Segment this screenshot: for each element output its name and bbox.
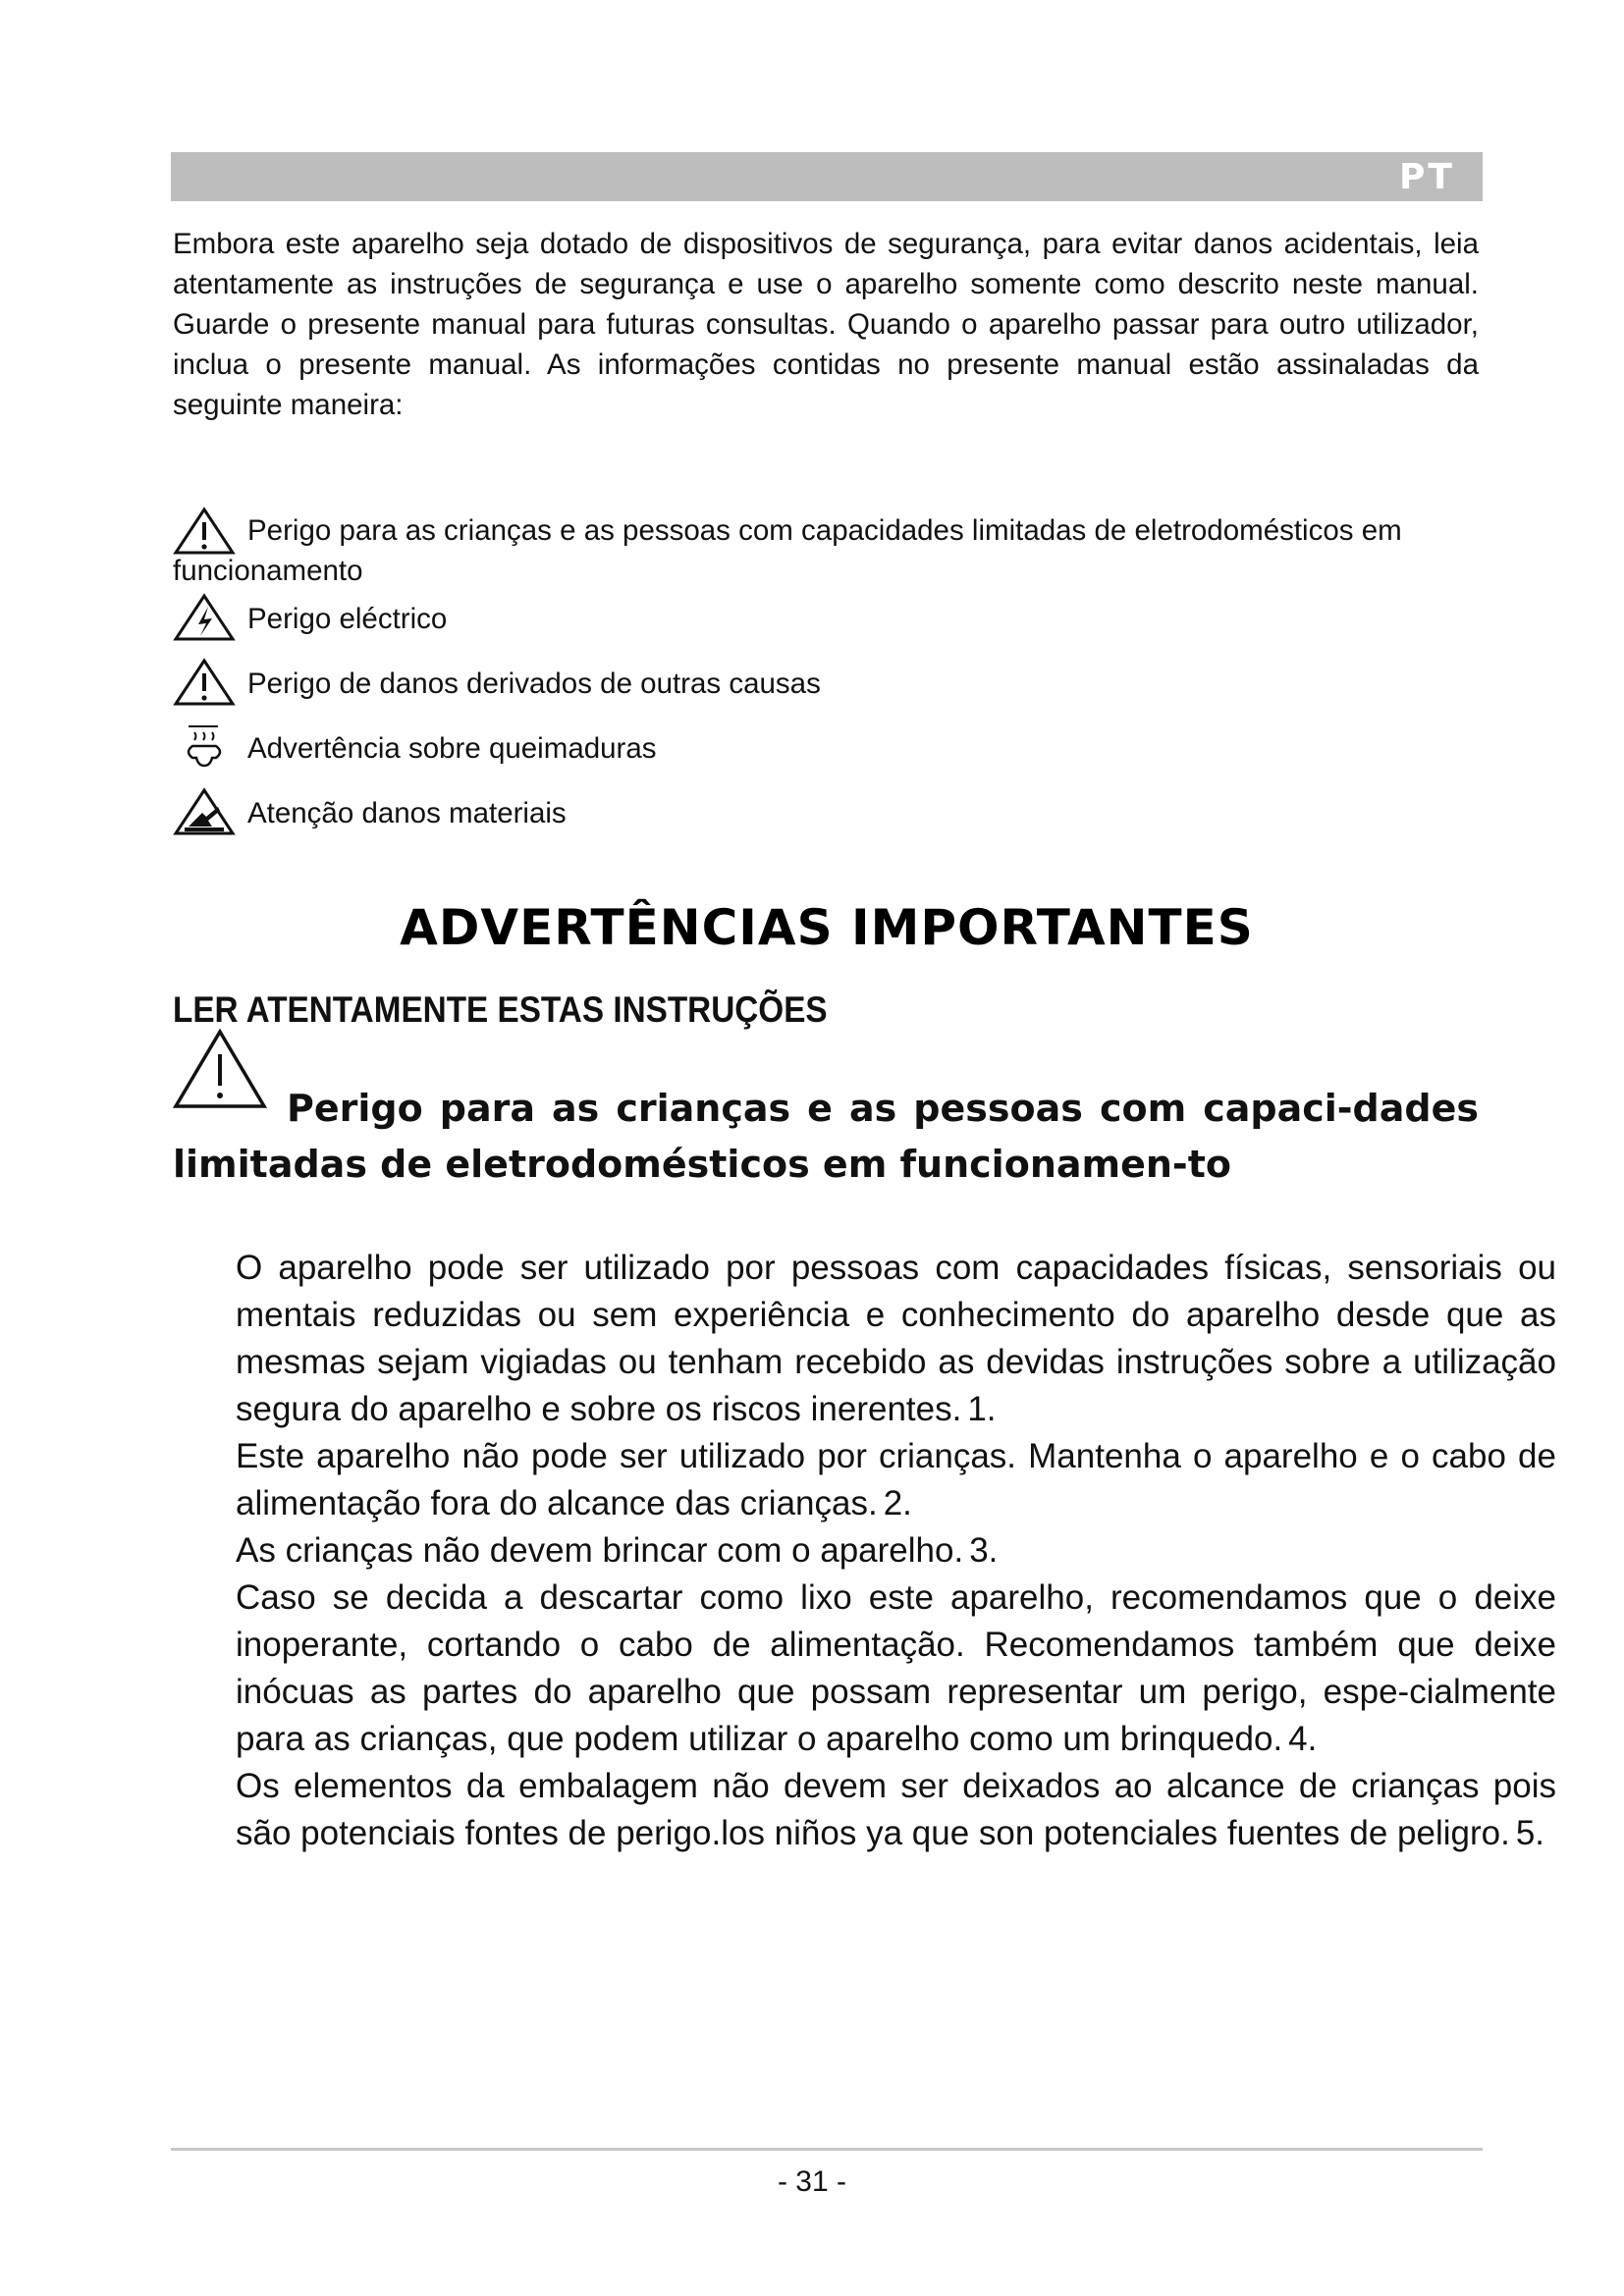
legend-item-material-damage: Atenção danos materiais <box>173 793 1479 850</box>
material-damage-icon <box>173 787 236 836</box>
language-header-bar <box>171 152 1483 201</box>
hot-surface-icon <box>173 722 236 772</box>
footer-divider <box>171 2148 1483 2151</box>
warning-triangle-icon <box>173 507 236 556</box>
instructions-list <box>236 1245 1556 1857</box>
list-item: O aparelho pode ser utilizado por pessoas com capacidades físicas, sensoriais ou mentais reduzidas ou sem experiência e conhecimento do aparelho desde que as mesmas sejam vigiadas ou tenham recebido as devidas instruções sobre a utilização segura do aparelho e sobre os riscos inerentes. 1. <box>236 1249 1556 1428</box>
main-title: ADVERTÊNCIAS IMPORTANTES <box>400 899 1254 956</box>
symbol-legend <box>173 510 1479 850</box>
legend-item-children-danger: Perigo para as crianças e as pessoas com capacidades limitadas de eletrodomésticos em funcionamento <box>173 510 1479 591</box>
warning-triangle-icon <box>173 1029 267 1109</box>
section-subtitle: LER ATENTAMENTE ESTAS INSTRUÇÕES <box>173 989 828 1030</box>
legend-item-electric: Perigo eléctrico <box>173 599 1479 656</box>
intro-paragraph: Embora este aparelho seja dotado de dispositivos de segurança, para evitar danos acidentais, leia atentamente as instruções de segurança e use o aparelho somente como descrito neste manual. Guarde o presente manual para futuras consultas. Quando o aparelho passar para outro utilizador, inclua o presente manual. As informações contidas no presente manual estão assinaladas da seguinte maneira: <box>173 228 1479 421</box>
danger-heading: Perigo para as crianças e as pessoas com capaci-dades limitadas de eletrodomésticos em funcionamen-to <box>173 1087 1479 1186</box>
legend-item-burns: Advertência sobre queimaduras <box>173 728 1479 785</box>
children-danger-section <box>173 1029 1479 1193</box>
language-code: PT <box>1399 157 1455 197</box>
warning-triangle-icon <box>173 658 236 707</box>
list-item: Os elementos da embalagem não devem ser deixados ao alcance de crianças pois são potenciais fontes de perigo.los niños ya que son potenciales fuentes de peligro. 5. <box>236 1767 1556 1852</box>
list-item: Este aparelho não pode ser utilizado por crianças. Mantenha o aparelho e o cabo de alimentação fora do alcance das crianças. 2. <box>236 1437 1556 1522</box>
legend-item-other-causes: Perigo de danos derivados de outras causas <box>173 664 1479 721</box>
electric-hazard-icon <box>173 593 236 642</box>
list-item: As crianças não devem brincar com o aparelho. 3. <box>236 1531 999 1570</box>
page-number: - 31 - <box>777 2165 847 2198</box>
list-item: Caso se decida a descartar como lixo este aparelho, recomendamos que o deixe inoperante, cortando o cabo de alimentação. Recomendamos também que deixe inócuas as partes do aparelho que possam representar um perigo, espe-cialmente para as crianças, que podem utilizar o aparelho como um brinquedo. 4. <box>236 1578 1556 1758</box>
